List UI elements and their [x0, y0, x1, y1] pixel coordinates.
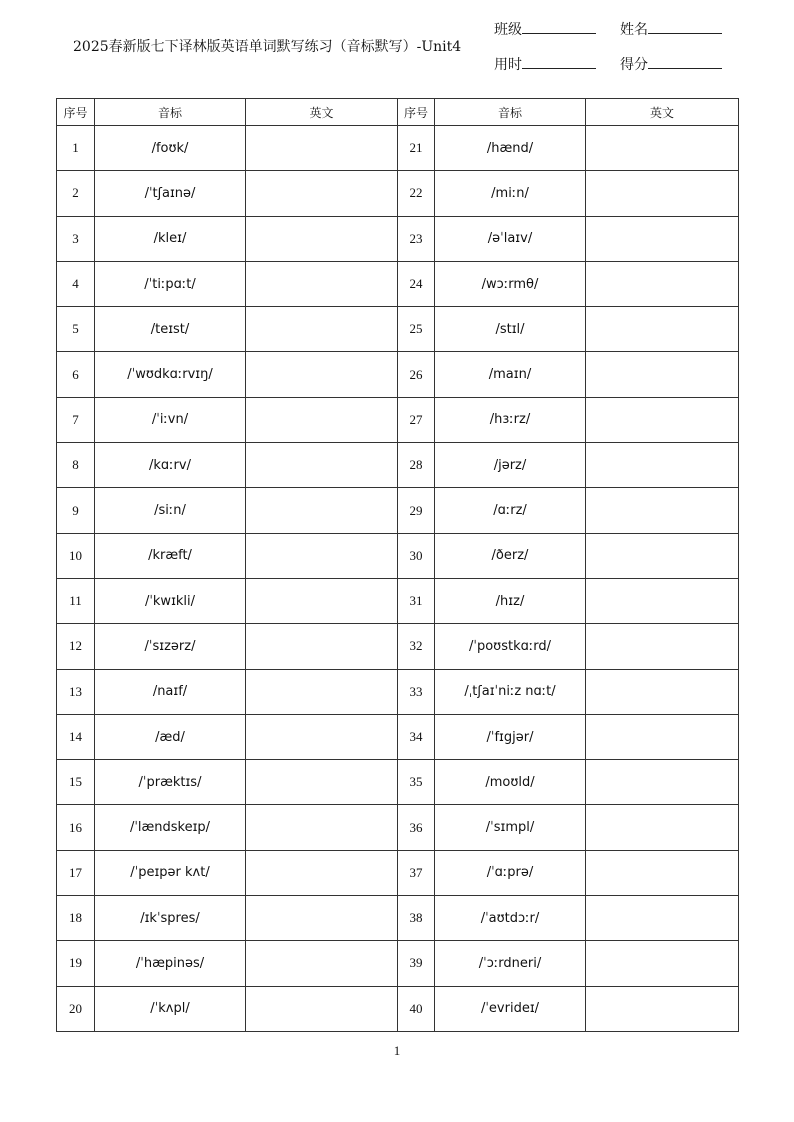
table-row	[57, 261, 739, 306]
phonetic-cell: /ˈiːvn/	[95, 397, 246, 442]
phonetic-cell: /maɪn/	[435, 352, 586, 397]
index-cell: 36	[398, 805, 435, 850]
phonetic-cell: /ˈlændskeɪp/	[95, 805, 246, 850]
index-cell: 11	[57, 578, 95, 623]
phonetic-cell: /ˈhæpinəs/	[95, 941, 246, 986]
index-cell: 39	[398, 941, 435, 986]
english-answer-cell[interactable]	[586, 669, 739, 714]
table-row	[57, 397, 739, 442]
index-cell: 33	[398, 669, 435, 714]
phonetic-cell: /naɪf/	[95, 669, 246, 714]
index-cell: 40	[398, 986, 435, 1031]
english-answer-cell[interactable]	[586, 307, 739, 352]
index-cell: 20	[57, 986, 95, 1031]
header-english-right: 英文	[586, 99, 739, 126]
index-cell: 31	[398, 578, 435, 623]
phonetic-cell: /hɜːrz/	[435, 397, 586, 442]
name-input-line[interactable]	[648, 19, 722, 34]
english-answer-cell[interactable]	[586, 941, 739, 986]
phonetic-cell: /æd/	[95, 714, 246, 759]
phonetic-cell: /kleɪ/	[95, 216, 246, 261]
english-answer-cell[interactable]	[586, 488, 739, 533]
phonetic-cell: /ðerz/	[435, 533, 586, 578]
table-row	[57, 307, 739, 352]
phonetic-cell: /foʊk/	[95, 126, 246, 171]
english-answer-cell[interactable]	[246, 714, 398, 759]
phonetic-cell: /ˈpoʊstkɑːrd/	[435, 624, 586, 669]
index-cell: 34	[398, 714, 435, 759]
index-cell: 1	[57, 126, 95, 171]
english-answer-cell[interactable]	[246, 397, 398, 442]
index-cell: 30	[398, 533, 435, 578]
english-answer-cell[interactable]	[586, 261, 739, 306]
phonetic-cell: /ˈpræktɪs/	[95, 760, 246, 805]
page-number: 1	[393, 1043, 401, 1058]
table-row	[57, 533, 739, 578]
table-row	[57, 805, 739, 850]
index-cell: 15	[57, 760, 95, 805]
english-answer-cell[interactable]	[246, 669, 398, 714]
english-answer-cell[interactable]	[246, 578, 398, 623]
index-cell: 9	[57, 488, 95, 533]
phonetic-cell: /ɪkˈspres/	[95, 896, 246, 941]
english-answer-cell[interactable]	[246, 941, 398, 986]
english-answer-cell[interactable]	[246, 805, 398, 850]
time-input-line[interactable]	[522, 54, 596, 69]
index-cell: 2	[57, 171, 95, 216]
index-cell: 19	[57, 941, 95, 986]
english-answer-cell[interactable]	[246, 850, 398, 895]
table-row	[57, 216, 739, 261]
index-cell: 28	[398, 443, 435, 488]
table-row	[57, 352, 739, 397]
table-row	[57, 443, 739, 488]
score-label: 得分	[620, 57, 648, 73]
vocabulary-table	[56, 98, 739, 1032]
header-index-left: 序号	[57, 99, 95, 126]
phonetic-cell: /wɔːrmθ/	[435, 261, 586, 306]
phonetic-cell: /teɪst/	[95, 307, 246, 352]
english-answer-cell[interactable]	[586, 216, 739, 261]
english-answer-cell[interactable]	[586, 171, 739, 216]
english-answer-cell[interactable]	[586, 986, 739, 1031]
phonetic-cell: /moʊld/	[435, 760, 586, 805]
english-answer-cell[interactable]	[246, 261, 398, 306]
index-cell: 26	[398, 352, 435, 397]
phonetic-cell: /ˈɑːprə/	[435, 850, 586, 895]
header-phonetic-right: 音标	[435, 99, 586, 126]
phonetic-cell: /siːn/	[95, 488, 246, 533]
index-cell: 3	[57, 216, 95, 261]
phonetic-cell: /əˈlaɪv/	[435, 216, 586, 261]
english-answer-cell[interactable]	[586, 714, 739, 759]
index-cell: 17	[57, 850, 95, 895]
table-row	[57, 126, 739, 171]
index-cell: 10	[57, 533, 95, 578]
name-label: 姓名	[620, 22, 648, 38]
english-answer-cell[interactable]	[246, 896, 398, 941]
english-answer-cell[interactable]	[246, 986, 398, 1031]
phonetic-cell: /ˈsɪmpl/	[435, 805, 586, 850]
index-cell: 37	[398, 850, 435, 895]
english-answer-cell[interactable]	[586, 760, 739, 805]
phonetic-cell: /ˈaʊtdɔːr/	[435, 896, 586, 941]
index-cell: 14	[57, 714, 95, 759]
class-field	[494, 19, 596, 39]
table-row	[57, 986, 739, 1031]
table-row	[57, 171, 739, 216]
table-row	[57, 714, 739, 759]
time-label: 用时	[494, 57, 522, 73]
phonetic-cell: /ˈɔːrdneri/	[435, 941, 586, 986]
worksheet-title: 2025春新版七下译林版英语单词默写练习（音标默写）-Unit4	[73, 39, 462, 55]
phonetic-cell: /hænd/	[435, 126, 586, 171]
english-answer-cell[interactable]	[586, 624, 739, 669]
table-row	[57, 488, 739, 533]
index-cell: 25	[398, 307, 435, 352]
english-answer-cell[interactable]	[586, 850, 739, 895]
phonetic-cell: /ˈsɪzərz/	[95, 624, 246, 669]
class-input-line[interactable]	[522, 19, 596, 34]
english-answer-cell[interactable]	[246, 126, 398, 171]
phonetic-cell: /ˌtʃaɪˈniːz nɑːt/	[435, 669, 586, 714]
index-cell: 24	[398, 261, 435, 306]
phonetic-cell: /ˈkʌpl/	[95, 986, 246, 1031]
table-row	[57, 850, 739, 895]
index-cell: 5	[57, 307, 95, 352]
header-phonetic-left: 音标	[95, 99, 246, 126]
index-cell: 7	[57, 397, 95, 442]
index-cell: 12	[57, 624, 95, 669]
table-row	[57, 624, 739, 669]
index-cell: 8	[57, 443, 95, 488]
table-row	[57, 669, 739, 714]
english-answer-cell[interactable]	[246, 624, 398, 669]
index-cell: 13	[57, 669, 95, 714]
index-cell: 23	[398, 216, 435, 261]
english-answer-cell[interactable]	[586, 443, 739, 488]
phonetic-cell: /ɑːrz/	[435, 488, 586, 533]
index-cell: 6	[57, 352, 95, 397]
index-cell: 18	[57, 896, 95, 941]
english-answer-cell[interactable]	[246, 760, 398, 805]
index-cell: 16	[57, 805, 95, 850]
phonetic-cell: /miːn/	[435, 171, 586, 216]
phonetic-cell: /hɪz/	[435, 578, 586, 623]
phonetic-cell: /ˈevrideɪ/	[435, 986, 586, 1031]
class-label: 班级	[494, 22, 522, 38]
phonetic-cell: /kræft/	[95, 533, 246, 578]
index-cell: 38	[398, 896, 435, 941]
phonetic-cell: /jərz/	[435, 443, 586, 488]
english-answer-cell[interactable]	[246, 352, 398, 397]
english-answer-cell[interactable]	[586, 896, 739, 941]
english-answer-cell[interactable]	[586, 352, 739, 397]
score-field	[620, 54, 722, 74]
english-answer-cell[interactable]	[246, 533, 398, 578]
english-answer-cell[interactable]	[586, 126, 739, 171]
table-row	[57, 760, 739, 805]
english-answer-cell[interactable]	[586, 805, 739, 850]
phonetic-cell: /ˈkwɪkli/	[95, 578, 246, 623]
phonetic-cell: /ˈpeɪpər kʌt/	[95, 850, 246, 895]
phonetic-cell: /ˈtʃaɪnə/	[95, 171, 246, 216]
header-index-right: 序号	[398, 99, 435, 126]
english-answer-cell[interactable]	[246, 443, 398, 488]
english-answer-cell[interactable]	[586, 397, 739, 442]
english-answer-cell[interactable]	[246, 488, 398, 533]
english-answer-cell[interactable]	[246, 171, 398, 216]
index-cell: 32	[398, 624, 435, 669]
header-english-left: 英文	[246, 99, 398, 126]
index-cell: 21	[398, 126, 435, 171]
table-row	[57, 941, 739, 986]
table-header-row	[57, 99, 739, 126]
english-answer-cell[interactable]	[246, 307, 398, 352]
english-answer-cell[interactable]	[586, 578, 739, 623]
phonetic-cell: /ˈwʊdkɑːrvɪŋ/	[95, 352, 246, 397]
english-answer-cell[interactable]	[586, 533, 739, 578]
index-cell: 29	[398, 488, 435, 533]
table-row	[57, 578, 739, 623]
table-row	[57, 896, 739, 941]
score-input-line[interactable]	[648, 54, 722, 69]
name-field	[620, 19, 722, 39]
phonetic-cell: /ˈfɪgjər/	[435, 714, 586, 759]
index-cell: 35	[398, 760, 435, 805]
phonetic-cell: /kɑːrv/	[95, 443, 246, 488]
index-cell: 4	[57, 261, 95, 306]
phonetic-cell: /ˈtiːpɑːt/	[95, 261, 246, 306]
index-cell: 27	[398, 397, 435, 442]
time-field	[494, 54, 596, 74]
english-answer-cell[interactable]	[246, 216, 398, 261]
index-cell: 22	[398, 171, 435, 216]
phonetic-cell: /stɪl/	[435, 307, 586, 352]
